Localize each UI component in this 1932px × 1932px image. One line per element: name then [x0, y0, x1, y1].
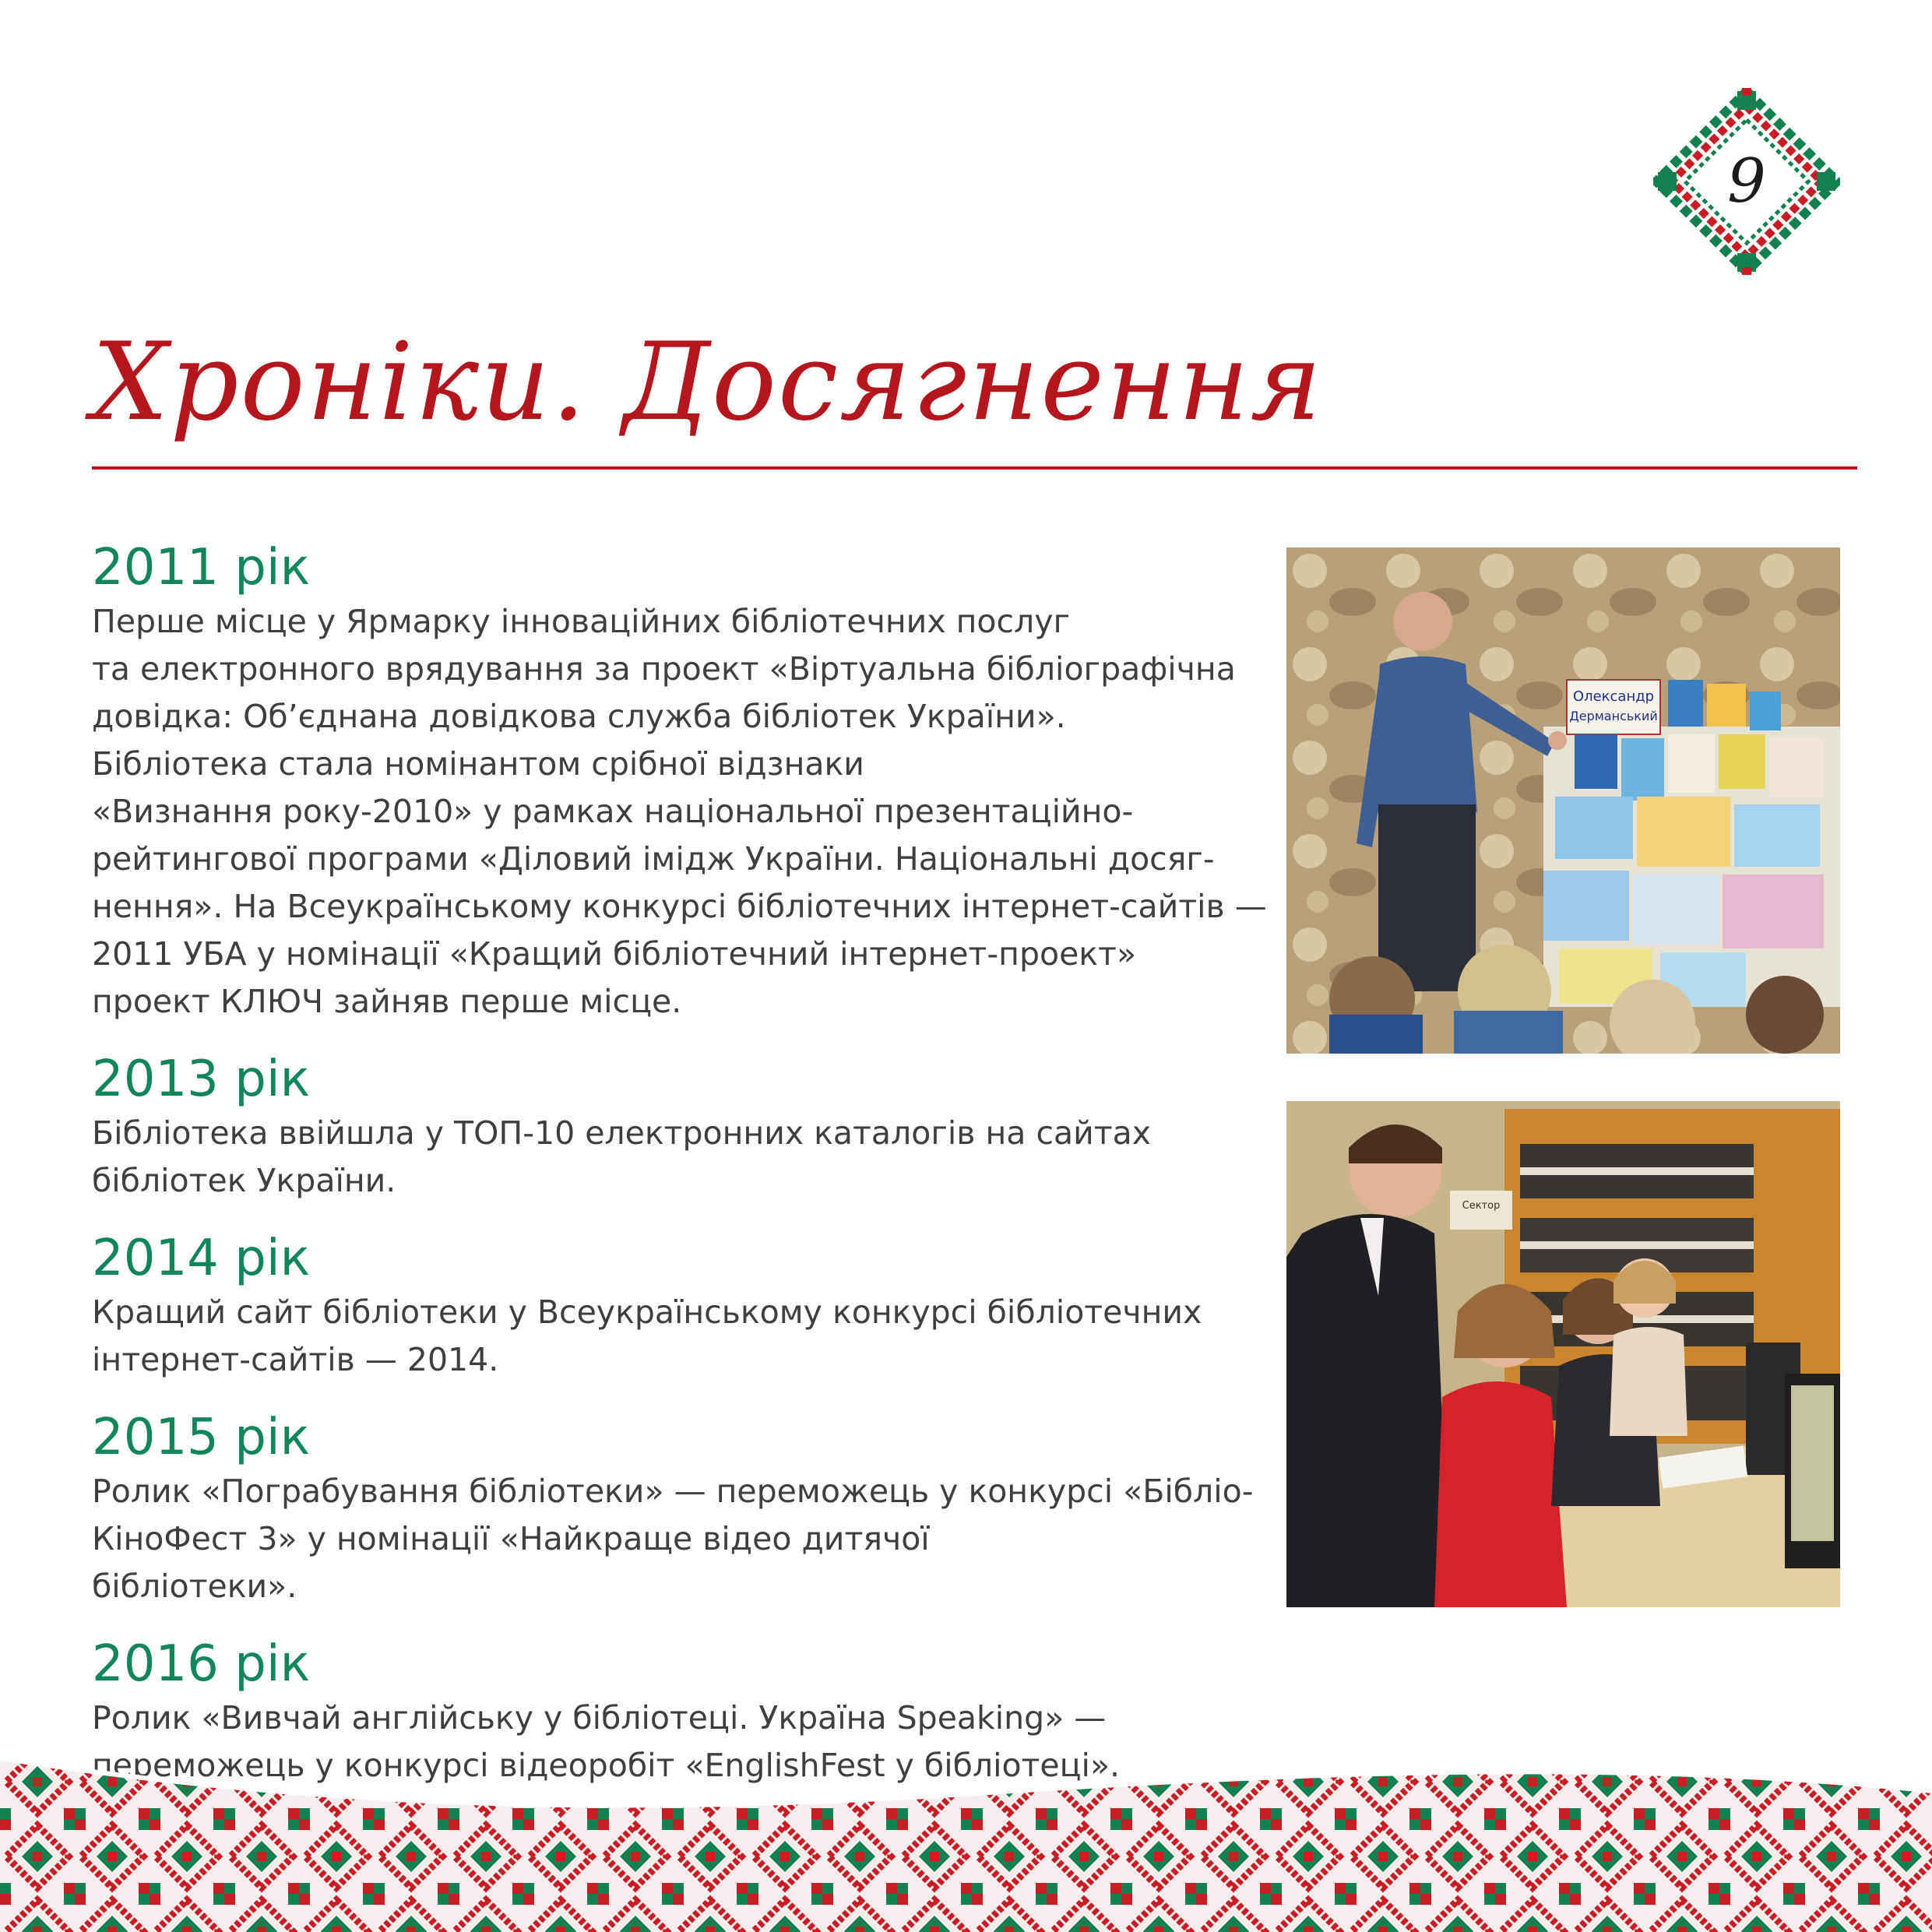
- text-line: КіноФест 3» у номінації «Найкраще відео дитячої: [92, 1520, 930, 1557]
- chronicle-list: [92, 537, 1267, 1813]
- shelf-sign: Сектор: [1462, 1200, 1501, 1212]
- text-line: проект КЛЮЧ зайняв перше місце.: [92, 983, 682, 1020]
- text-line: бібліотек України.: [92, 1162, 396, 1199]
- text-line: бібліотеки».: [92, 1568, 297, 1605]
- text-line: рейтингової програми «Діловий імідж України. Національні досяг-: [92, 840, 1215, 878]
- section-2014: [92, 1228, 1260, 1384]
- text-line: 2011 УБА у номінації «Кращий бібліотечний інтернет-проект»: [92, 935, 1137, 973]
- text-line: «Визнання року-2010» у рамках національної презентаційно-: [92, 793, 1134, 830]
- banner-text: Олександр: [1572, 688, 1655, 705]
- section-text: [92, 1110, 1260, 1205]
- section-text: [92, 1468, 1260, 1610]
- text-line: та електронного врядування за проект «Віртуальна бібліографічна: [92, 650, 1236, 688]
- text-line: Перше місце у Ярмарку інноваційних бібліотечних послуг: [92, 603, 1071, 640]
- section-2011: [92, 537, 1267, 1026]
- section-text: [92, 598, 1267, 1026]
- text-line: Ролик «Вивчай англійську у бібліотеці. Україна Speaking» —: [92, 1699, 1107, 1737]
- section-2013: [92, 1049, 1260, 1205]
- text-line: довідка: Об’єднана довідкова служба бібліотек України».: [92, 698, 1066, 735]
- year-heading: 2013 рік: [92, 1050, 311, 1108]
- computers-photo-illustration: [1286, 1101, 1840, 1607]
- text-line: переможець у конкурсі відеоробіт «EnglishFest у бібліотеці».: [92, 1747, 1121, 1784]
- text-line: нення». На Всеукраїнському конкурсі бібліотечних інтернет-сайтів —: [92, 888, 1267, 925]
- embroidery-border: [0, 1744, 1932, 1932]
- section-2015: [92, 1407, 1260, 1610]
- section-text: [92, 1289, 1260, 1384]
- year-heading: 2016 рік: [92, 1635, 311, 1693]
- year-heading: 2015 рік: [92, 1409, 311, 1466]
- embroidery-pattern-icon: [0, 1744, 1932, 1932]
- text-line: Бібліотека ввійшла у ТОП-10 електронних каталогів на сайтах: [92, 1114, 1152, 1152]
- text-line: інтернет-сайтів — 2014.: [92, 1341, 499, 1378]
- photo-computers: [1286, 1101, 1840, 1607]
- page-number-ornament: [1653, 88, 1840, 275]
- text-line: Ролик «Пограбування бібліотеки» — переможець у конкурсі «Бібліо-: [92, 1473, 1254, 1510]
- year-heading: 2014 рік: [92, 1230, 311, 1287]
- presentation-photo-illustration: [1286, 547, 1840, 1054]
- banner-text: Дерманський: [1569, 709, 1658, 723]
- photo-presentation: [1286, 547, 1840, 1054]
- text-line: Бібліотека стала номінантом срібної відзнаки: [92, 745, 864, 783]
- title-divider: [92, 466, 1857, 470]
- page-title: Хроніки. Досягнення: [92, 319, 1324, 445]
- text-line: Кращий сайт бібліотеки у Всеукраїнському конкурсі бібліотечних: [92, 1293, 1202, 1331]
- page-number: 9: [1727, 146, 1766, 216]
- year-heading: 2011 рік: [92, 539, 311, 596]
